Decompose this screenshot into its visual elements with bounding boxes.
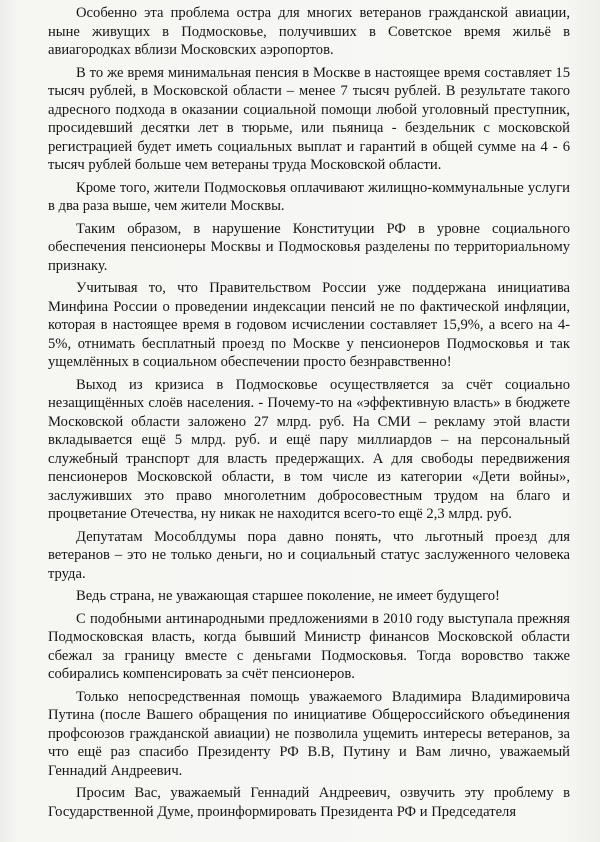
paragraph-utility-costs: Кроме того, жители Подмосковья оплачивают жилищно-коммунальные услуги в два раза выше, чем жители Москвы.	[48, 179, 570, 214]
paragraph-constitution: Таким образом, в нарушение Конституции РФ в уровне социального обеспечения пенсионеры Москвы и Подмосковья разделены по территориальному признаку.	[48, 220, 570, 274]
letter-body	[48, 4, 570, 825]
paragraph-2010: С подобными антинародными предложениями в 2010 году выступала прежняя Подмосковская власть, когда бывший Министр финансов Московской области сбежал за границу вместе с деньгами Подмосковья. Тогда воровство также собирались компенсировать за счёт пенсионеров.	[48, 610, 570, 682]
paragraph-minimum-pension: В то же время минимальная пенсия в Москве в настоящее время составляет 15 тысяч рублей, в Московской области – менее 7 тысяч рублей. В результате такого адресного подхода в оказании социальной помощи любой уголовный преступник, просидевший десятки лет в тюрьме, или пьяница - бездельник с московской регистрацией будет иметь социальных выплат и гарантий в общей сумме на 4 - 6 тысяч рублей больше чем ветераны труда Московской области.	[48, 64, 570, 173]
paragraph-deputies: Депутатам Мособлдумы пора давно понять, что льготный проезд для ветеранов – это не только деньги, но и социальный статус заслуженного человека труда.	[48, 528, 570, 582]
paragraph-indexation: Учитывая то, что Правительством России уже поддержана инициатива Минфина России о проведении индексации пенсий не по фактической инфляции, которая в настоящее время в годовом исчислении составляет 15,9%, а всего на 4-5%, отнимать бесплатный проезд по Москве у пенсионеров Подмосковья и так ущемлённых в социальном обеспечении просто безнравственно!	[48, 280, 570, 370]
paragraph-aviation-veterans: Особенно эта проблема остра для многих ветеранов гражданской авиации, ныне живущих в Подмосковье, получивших в Советское время жильё в авиагородках вблизи Московских аэропортов.	[48, 5, 570, 58]
paragraph-request: Просим Вас, уважаемый Геннадий Андреевич, озвучить эту проблему в Государственной Думе, проинформировать Президента РФ и Председателя	[48, 785, 570, 820]
paragraph-crisis: Выход из кризиса в Подмосковье осуществляется за счёт социально незащищённых слоёв населения. - Почему-то на «эффективную власть» в бюджете Московской области заложено 27 млрд. руб. На СМИ – рекламу этой власти вкладывается ещё 5 млрд. руб. и ещё пару миллиардов – на персональный служебный транспорт для власть предержащих. А для свободы передвижения пенсионеров Московской области, в том числе из категории «Дети войны», заслуживших это право многолетним добросовестным трудом на благо и процветание Отечества, ну никак не находится всего-то ещё 2,3 млрд. руб.	[48, 376, 570, 522]
paragraph-respect-elders: Ведь страна, не уважающая старшее поколение, не имеет будущего!	[76, 588, 500, 604]
paragraph-putin-help: Только непосредственная помощь уважаемого Владимира Владимировича Путина (после Вашего обращения по инициативе Общероссийского объединения профсоюзов гражданской авиации) не позволила ущемить интересы ветеранов, за что ещё раз спасибо Президенту РФ В.В, Путину и Вам лично, уважаемый Геннадий Андреевич.	[48, 688, 570, 779]
